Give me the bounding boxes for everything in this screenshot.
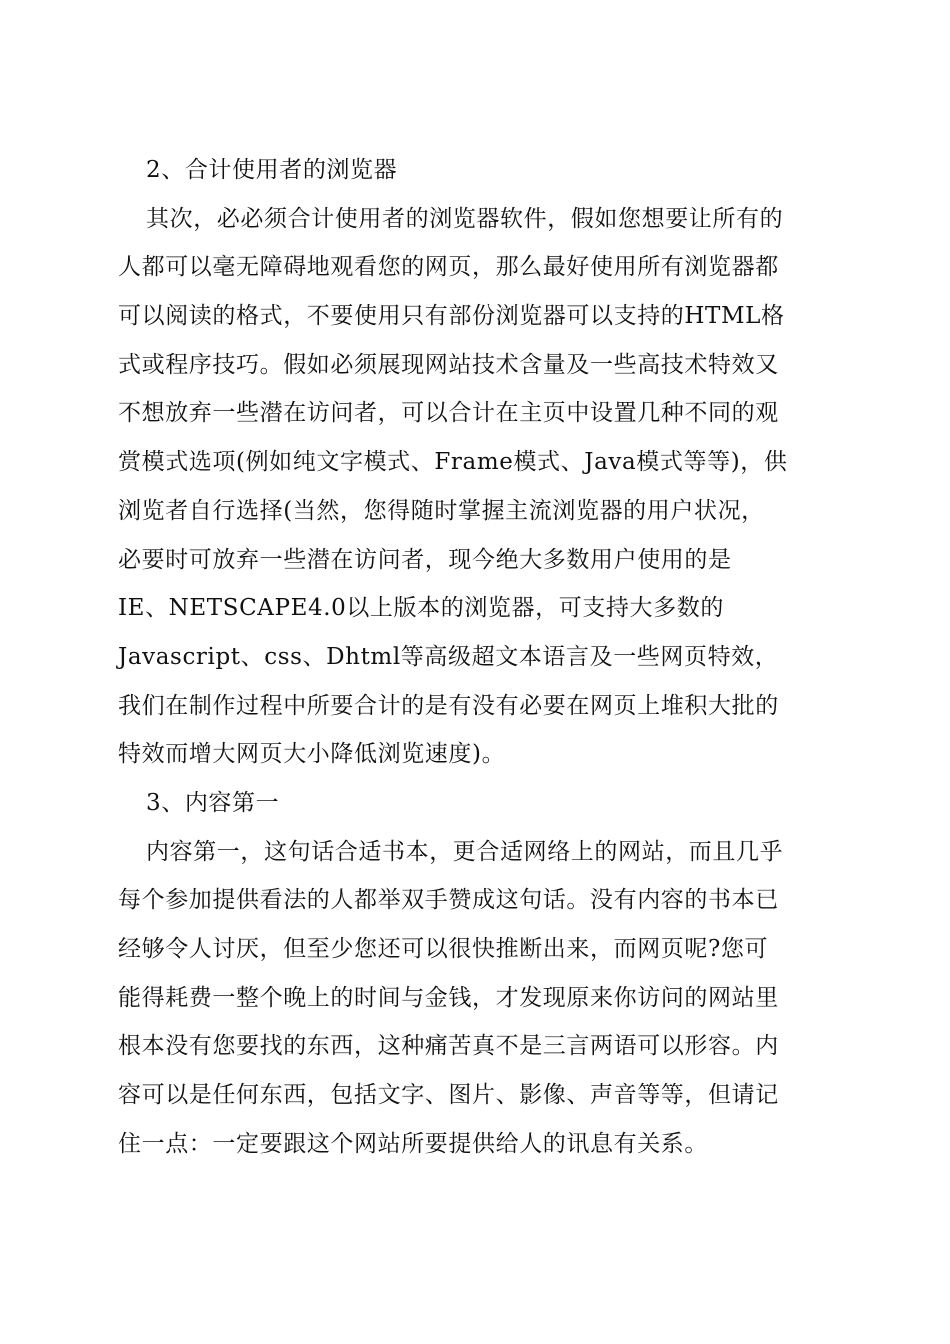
paragraph-line: 住一点：一定要跟这个网站所要提供给人的讯息有关系。 (118, 1130, 708, 1157)
document-body (118, 146, 834, 1168)
paragraph-line: 其次，必必须合计使用者的浏览器软件，假如您想要让所有的 (146, 205, 784, 232)
paragraph-line: 赏模式选项(例如纯文字模式、Frame模式、Java模式等等)，供 (118, 449, 788, 476)
paragraph-line: 能得耗费一整个晚上的时间与金钱，才发现原来你访问的网站里 (118, 984, 779, 1011)
paragraph-line: 必要时可放弃一些潜在访问者，现今绝大多数用户使用的是 (118, 546, 732, 573)
paragraph-line: 内容第一，这句话合适书本，更合适网络上的网站，而且几乎 (146, 838, 784, 865)
paragraph-line: 可以阅读的格式，不要使用只有部份浏览器可以支持的HTML格 (118, 303, 785, 330)
paragraph-line: 经够令人讨厌，但至少您还可以很快推断出来，而网页呢?您可 (118, 936, 769, 962)
paragraph-line: 特效而增大网页大小降低浏览速度)。 (118, 741, 506, 768)
paragraph-line: 容可以是任何东西，包括文字、图片、影像、声音等等，但请记 (118, 1082, 779, 1109)
paragraph-line: 人都可以毫无障碍地观看您的网页，那么最好使用所有浏览器都 (118, 254, 779, 281)
paragraph-line: 不想放弃一些潜在访问者，可以合计在主页中设置几种不同的观 (118, 400, 779, 427)
paragraph-line: 每个参加提供看法的人都举双手赞成这句话。没有内容的书本已 (118, 887, 779, 914)
paragraph-line: 我们在制作过程中所要合计的是有没有必要在网页上堆积大批的 (118, 692, 779, 719)
paragraph-line: IE、NETSCAPE4.0以上版本的浏览器，可支持大多数的 (118, 595, 724, 622)
paragraph-line: 式或程序技巧。假如必须展现网站技术含量及一些高技术特效又 (118, 351, 779, 378)
paragraph-line: 根本没有您要找的东西，这种痛苦真不是三言两语可以形容。内 (118, 1033, 779, 1060)
paragraph-line: 浏览者自行选择(当然，您得随时掌握主流浏览器的用户状况， (118, 497, 765, 524)
paragraph-line: Javascript、css、Dhtml等高级超文本语言及一些网页特效， (118, 643, 779, 670)
section-heading-2: 2、合计使用者的浏览器 (146, 157, 398, 183)
section-heading-3: 3、内容第一 (146, 789, 280, 816)
